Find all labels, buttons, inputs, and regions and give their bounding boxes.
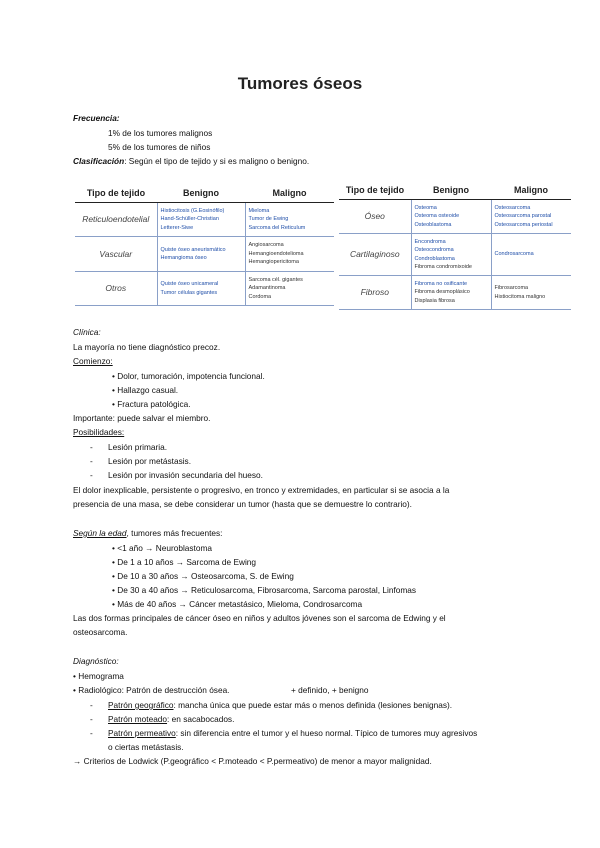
- tipo-cell: Vascular: [75, 237, 157, 272]
- tipo-cell: Otros: [75, 272, 157, 306]
- edad-item: • De 30 a 40 años → Reticulosarcoma, Fibrosarcoma, Sarcoma parostal, Linfomas: [112, 585, 417, 595]
- comienzo-label: Comienzo:: [73, 356, 113, 366]
- header-benigno: Benigno: [411, 181, 491, 200]
- maligno-cell: Condrosarcoma: [491, 234, 571, 276]
- page-title: Tumores óseos: [237, 74, 363, 93]
- lodwick-text: → Criterios de Lodwick (P.geográfico < P.moteado < P.permeativo) de menor a mayor malignidad.: [73, 756, 432, 766]
- edad-label: Según la edad: [73, 528, 127, 538]
- hemograma-item: • Hemograma: [73, 671, 124, 681]
- edad-item: • De 1 a 10 años → Sarcoma de Ewing: [112, 557, 257, 567]
- posibilidades-label: Posibilidades:: [73, 427, 125, 437]
- dolor-text: El dolor inexplicable, persistente o progresivo, en tronco y extremidades, en particular si se asocia a la: [73, 485, 450, 495]
- table-row: [339, 200, 571, 234]
- classification-table-right: [339, 181, 571, 310]
- classification-table-left: [75, 184, 334, 306]
- patron-item: - Patrón moteado: en sacabocados.: [90, 714, 235, 724]
- benigno-cell: Histiocitosis (G.Eosinófilo) Hand-Schüller-Christian Letterer-Siwe: [157, 203, 245, 237]
- edad-line: Según la edad, tumores más frecuentes:: [73, 528, 223, 538]
- table-row: [75, 237, 334, 272]
- benigno-cell: Fibroma no osificante Fibroma desmoplásico Displasia fibrosa: [411, 276, 491, 310]
- posibilidad-item: - Lesión por metástasis.: [90, 456, 192, 466]
- benigno-cell: Encondroma Osteocondroma Condroblastoma Fibroma condromixoide: [411, 234, 491, 276]
- clasificacion-label: Clasificación: [73, 156, 125, 166]
- benigno-cell: Quiste óseo unicameral Tumor células gigantes: [157, 272, 245, 306]
- dolor-text: presencia de una masa, se debe considerar un tumor (hasta que se demuestre lo contrario).: [73, 499, 412, 509]
- header-tipo: Tipo de tejido: [75, 184, 157, 203]
- edad-summary: osteosarcoma.: [73, 627, 128, 637]
- radiologico-note: + definido, + benigno: [291, 685, 369, 695]
- header-maligno: Maligno: [491, 181, 571, 200]
- clinica-label: Clínica:: [73, 327, 101, 337]
- maligno-cell: Osteosarcoma Osteosarcoma parostal Osteosarcoma periostal: [491, 200, 571, 234]
- table-row: [75, 272, 334, 306]
- comienzo-item: • Hallazgo casual.: [112, 385, 179, 395]
- benigno-cell: Osteoma Osteoma osteoide Osteoblastoma: [411, 200, 491, 234]
- patron-item: - Patrón permeativo: sin diferencia entre el tumor y el hueso normal. Típico de tumores muy agresivos: [90, 728, 478, 738]
- permeativo-cont: o ciertas metástasis.: [108, 742, 184, 752]
- importante-text: Importante: puede salvar el miembro.: [73, 413, 211, 423]
- edad-item: • <1 año → Neuroblastoma: [112, 543, 212, 553]
- clinica-intro: La mayoría no tiene diagnóstico precoz.: [73, 342, 221, 352]
- frecuencia-item: 1% de los tumores malignos: [108, 128, 213, 138]
- maligno-cell: Fibrosarcoma Histiocitoma maligno: [491, 276, 571, 310]
- posibilidad-item: - Lesión por invasión secundaria del hueso.: [90, 470, 263, 480]
- header-tipo: Tipo de tejido: [339, 181, 411, 200]
- clasificacion-text: : Según el tipo de tejido y si es maligno o benigno.: [124, 156, 310, 166]
- tipo-cell: Óseo: [339, 200, 411, 234]
- patron-item: - Patrón geográfico: mancha única que puede estar más o menos definida (lesiones benignas).: [90, 700, 453, 710]
- frecuencia-item: 5% de los tumores de niños: [108, 142, 211, 152]
- maligno-cell: Mieloma Tumor de Ewing Sarcoma del Reticulum: [245, 203, 334, 237]
- comienzo-item: • Dolor, tumoración, impotencia funcional.: [112, 371, 265, 381]
- clasificacion-line: [73, 156, 309, 167]
- diagnostico-label: Diagnóstico:: [73, 656, 119, 666]
- tipo-cell: Reticuloendotelial: [75, 203, 157, 237]
- tipo-cell: Fibroso: [339, 276, 411, 310]
- maligno-cell: Angiosarcoma Hemangioendotelioma Hemangiopericitoma: [245, 237, 334, 272]
- frecuencia-label: Frecuencia:: [73, 113, 120, 123]
- edad-item: • De 10 a 30 años → Osteosarcoma, S. de Ewing: [112, 571, 294, 581]
- posibilidad-item: - Lesión primaria.: [90, 442, 168, 452]
- radiologico-item: • Radiológico: Patrón de destrucción ósea.: [73, 685, 230, 695]
- tipo-cell: Cartilaginoso: [339, 234, 411, 276]
- edad-item: • Más de 40 años → Cáncer metastásico, Mieloma, Condrosarcoma: [112, 599, 363, 609]
- table-row: [339, 276, 571, 310]
- table-row: [339, 234, 571, 276]
- comienzo-item: • Fractura patológica.: [112, 399, 191, 409]
- table-row: [75, 203, 334, 237]
- edad-summary: Las dos formas principales de cáncer óseo en niños y adultos jóvenes son el sarcoma de Edwing y el: [73, 613, 446, 623]
- benigno-cell: Quiste óseo aneurismático Hemangioma óseo: [157, 237, 245, 272]
- header-benigno: Benigno: [157, 184, 245, 203]
- header-maligno: Maligno: [245, 184, 334, 203]
- maligno-cell: Sarcoma cél. gigantes Adamantinoma Cordoma: [245, 272, 334, 306]
